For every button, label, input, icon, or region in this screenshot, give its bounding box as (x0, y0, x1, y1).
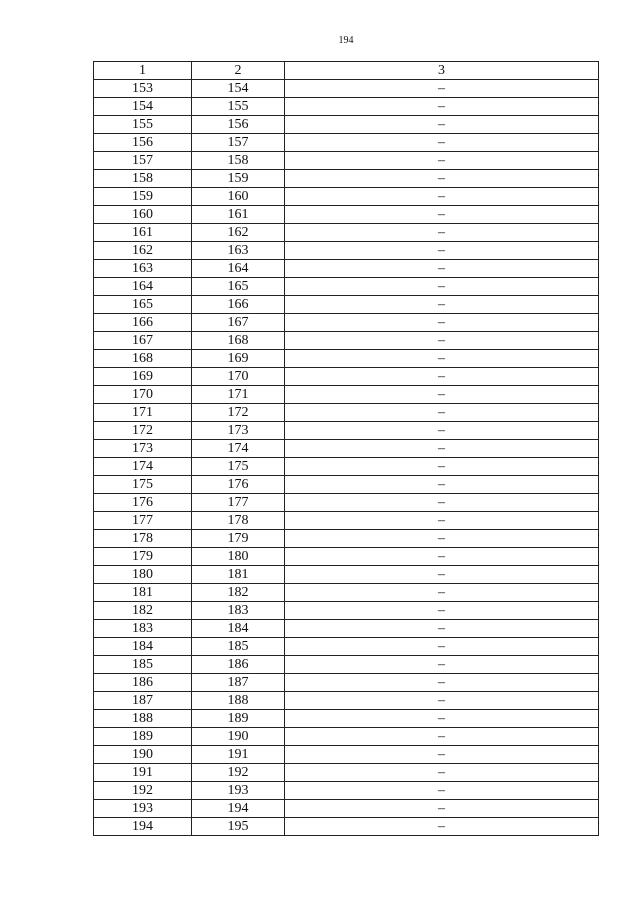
table-cell-col-1: 171 (94, 404, 192, 422)
table-cell-col-3: – (285, 422, 599, 440)
table-cell-col-3: – (285, 296, 599, 314)
table-cell-col-2: 156 (192, 116, 285, 134)
table-cell-col-1: 173 (94, 440, 192, 458)
table-cell-col-3: – (285, 476, 599, 494)
table-cell-col-3: – (285, 746, 599, 764)
column-header-3: 3 (285, 62, 599, 80)
table-row (94, 170, 599, 188)
table-cell-col-3: – (285, 134, 599, 152)
table-row (94, 548, 599, 566)
table-cell-col-3: – (285, 692, 599, 710)
table-cell-col-2: 157 (192, 134, 285, 152)
table-cell-col-2: 168 (192, 332, 285, 350)
table-cell-col-3: – (285, 656, 599, 674)
table-cell-col-1: 179 (94, 548, 192, 566)
table-cell-col-2: 188 (192, 692, 285, 710)
table-cell-col-1: 177 (94, 512, 192, 530)
table-cell-col-2: 187 (192, 674, 285, 692)
table-cell-col-1: 187 (94, 692, 192, 710)
table-row (94, 116, 599, 134)
table-cell-col-3: – (285, 818, 599, 836)
table-cell-col-2: 186 (192, 656, 285, 674)
table-cell-col-2: 185 (192, 638, 285, 656)
table-row (94, 296, 599, 314)
table-cell-col-2: 172 (192, 404, 285, 422)
table-cell-col-1: 160 (94, 206, 192, 224)
table-row (94, 674, 599, 692)
table-cell-col-1: 172 (94, 422, 192, 440)
table-cell-col-3: – (285, 350, 599, 368)
table-cell-col-2: 162 (192, 224, 285, 242)
table-row (94, 458, 599, 476)
table-cell-col-1: 176 (94, 494, 192, 512)
table-row (94, 656, 599, 674)
table-cell-col-2: 192 (192, 764, 285, 782)
table-cell-col-2: 195 (192, 818, 285, 836)
table-row (94, 314, 599, 332)
table-cell-col-2: 190 (192, 728, 285, 746)
table-cell-col-1: 193 (94, 800, 192, 818)
table-cell-col-2: 165 (192, 278, 285, 296)
table-row (94, 368, 599, 386)
table-cell-col-3: – (285, 152, 599, 170)
table-cell-col-3: – (285, 530, 599, 548)
table-cell-col-2: 169 (192, 350, 285, 368)
table-cell-col-2: 174 (192, 440, 285, 458)
table-row (94, 98, 599, 116)
table-cell-col-2: 173 (192, 422, 285, 440)
table-cell-col-3: – (285, 278, 599, 296)
table-row (94, 224, 599, 242)
table-cell-col-3: – (285, 674, 599, 692)
table-cell-col-3: – (285, 206, 599, 224)
table-cell-col-2: 164 (192, 260, 285, 278)
table-cell-col-3: – (285, 710, 599, 728)
table-cell-col-1: 190 (94, 746, 192, 764)
page-number: 194 (338, 35, 354, 46)
table-cell-col-3: – (285, 602, 599, 620)
table-cell-col-3: – (285, 584, 599, 602)
table-row (94, 242, 599, 260)
table-cell-col-2: 170 (192, 368, 285, 386)
table-cell-col-1: 162 (94, 242, 192, 260)
table-row (94, 260, 599, 278)
table-cell-col-2: 181 (192, 566, 285, 584)
table-cell-col-3: – (285, 314, 599, 332)
table-cell-col-3: – (285, 404, 599, 422)
table-cell-col-3: – (285, 494, 599, 512)
table-cell-col-3: – (285, 764, 599, 782)
table-cell-col-1: 178 (94, 530, 192, 548)
table-cell-col-3: – (285, 224, 599, 242)
table-row (94, 620, 599, 638)
table-cell-col-3: – (285, 512, 599, 530)
table-row (94, 512, 599, 530)
table-row (94, 278, 599, 296)
table-cell-col-3: – (285, 242, 599, 260)
table-row (94, 566, 599, 584)
table-cell-col-1: 174 (94, 458, 192, 476)
table-cell-col-2: 179 (192, 530, 285, 548)
table-cell-col-1: 186 (94, 674, 192, 692)
table-row (94, 350, 599, 368)
table-row (94, 728, 599, 746)
table-cell-col-3: – (285, 332, 599, 350)
table-cell-col-3: – (285, 620, 599, 638)
table-cell-col-3: – (285, 116, 599, 134)
table-row (94, 386, 599, 404)
table-cell-col-1: 188 (94, 710, 192, 728)
table-row (94, 206, 599, 224)
table-cell-col-1: 159 (94, 188, 192, 206)
table-row (94, 80, 599, 98)
table-cell-col-3: – (285, 80, 599, 98)
table-row (94, 584, 599, 602)
table-cell-col-2: 183 (192, 602, 285, 620)
table-row (94, 746, 599, 764)
table-cell-col-1: 170 (94, 386, 192, 404)
table-cell-col-2: 158 (192, 152, 285, 170)
table-cell-col-3: – (285, 260, 599, 278)
table-cell-col-1: 184 (94, 638, 192, 656)
table-cell-col-3: – (285, 800, 599, 818)
table-cell-col-3: – (285, 548, 599, 566)
table-cell-col-1: 192 (94, 782, 192, 800)
table-cell-col-3: – (285, 386, 599, 404)
table-cell-col-3: – (285, 440, 599, 458)
table-cell-col-2: 184 (192, 620, 285, 638)
table-cell-col-1: 166 (94, 314, 192, 332)
table-cell-col-2: 167 (192, 314, 285, 332)
table-cell-col-1: 175 (94, 476, 192, 494)
table-cell-col-1: 194 (94, 818, 192, 836)
table-row (94, 404, 599, 422)
table-body (94, 80, 599, 836)
table-row (94, 422, 599, 440)
data-table (93, 61, 599, 836)
table-row (94, 818, 599, 836)
table-cell-col-2: 171 (192, 386, 285, 404)
table-row (94, 440, 599, 458)
table-cell-col-1: 155 (94, 116, 192, 134)
table-cell-col-2: 175 (192, 458, 285, 476)
table-cell-col-1: 185 (94, 656, 192, 674)
table-row (94, 692, 599, 710)
table-cell-col-2: 180 (192, 548, 285, 566)
table-cell-col-1: 161 (94, 224, 192, 242)
table-cell-col-1: 164 (94, 278, 192, 296)
table-cell-col-1: 180 (94, 566, 192, 584)
table-cell-col-1: 181 (94, 584, 192, 602)
table-cell-col-3: – (285, 638, 599, 656)
table-cell-col-2: 154 (192, 80, 285, 98)
table-row (94, 476, 599, 494)
table-row (94, 134, 599, 152)
table-row (94, 782, 599, 800)
table-cell-col-1: 191 (94, 764, 192, 782)
table-row (94, 332, 599, 350)
table-row (94, 152, 599, 170)
table-cell-col-3: – (285, 98, 599, 116)
table-cell-col-2: 166 (192, 296, 285, 314)
header-row (94, 62, 599, 80)
table-cell-col-2: 177 (192, 494, 285, 512)
table-cell-col-1: 154 (94, 98, 192, 116)
table-row (94, 530, 599, 548)
table-cell-col-3: – (285, 170, 599, 188)
column-header-2: 2 (192, 62, 285, 80)
table-cell-col-1: 183 (94, 620, 192, 638)
table-row (94, 188, 599, 206)
table-row (94, 602, 599, 620)
table-cell-col-3: – (285, 368, 599, 386)
table-cell-col-2: 191 (192, 746, 285, 764)
table-cell-col-1: 163 (94, 260, 192, 278)
table-cell-col-2: 189 (192, 710, 285, 728)
table-cell-col-3: – (285, 188, 599, 206)
table-cell-col-1: 156 (94, 134, 192, 152)
table-cell-col-2: 194 (192, 800, 285, 818)
table-cell-col-1: 153 (94, 80, 192, 98)
table-cell-col-3: – (285, 566, 599, 584)
table-cell-col-1: 169 (94, 368, 192, 386)
table-row (94, 494, 599, 512)
table-cell-col-2: 159 (192, 170, 285, 188)
table-row (94, 764, 599, 782)
table-row (94, 800, 599, 818)
table-cell-col-1: 158 (94, 170, 192, 188)
table-cell-col-3: – (285, 728, 599, 746)
table-cell-col-2: 193 (192, 782, 285, 800)
table-cell-col-2: 161 (192, 206, 285, 224)
table-cell-col-3: – (285, 458, 599, 476)
table-cell-col-2: 178 (192, 512, 285, 530)
table-cell-col-1: 165 (94, 296, 192, 314)
table-cell-col-2: 155 (192, 98, 285, 116)
table-cell-col-1: 168 (94, 350, 192, 368)
table-cell-col-1: 157 (94, 152, 192, 170)
table-cell-col-2: 182 (192, 584, 285, 602)
table-cell-col-2: 163 (192, 242, 285, 260)
table-cell-col-1: 189 (94, 728, 192, 746)
table-row (94, 710, 599, 728)
table-row (94, 638, 599, 656)
column-header-1: 1 (94, 62, 192, 80)
table-cell-col-1: 167 (94, 332, 192, 350)
table-cell-col-2: 160 (192, 188, 285, 206)
table-cell-col-1: 182 (94, 602, 192, 620)
table-cell-col-2: 176 (192, 476, 285, 494)
table-cell-col-3: – (285, 782, 599, 800)
